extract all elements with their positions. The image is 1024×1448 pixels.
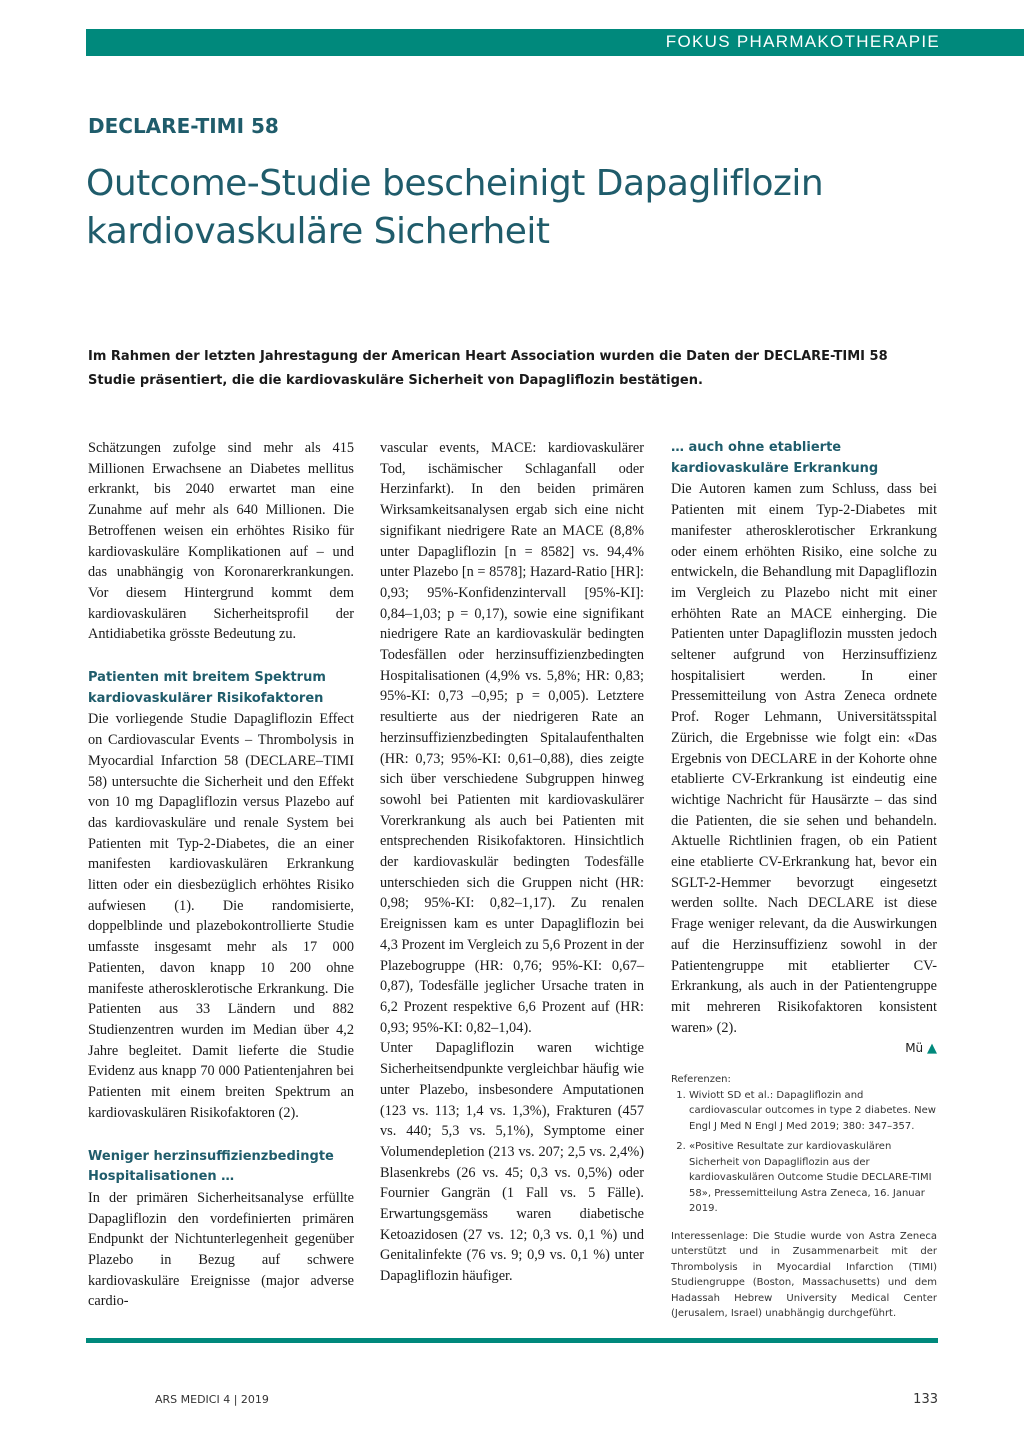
signature-row: [671, 1038, 937, 1060]
section-band: [86, 29, 1024, 56]
subheading: Patienten mit breitem Spektrum kardiovaskulärer Risikofaktoren: [88, 670, 326, 706]
paragraph: Die Autoren kamen zum Schluss, dass bei Patienten mit einem Typ-2-Diabetes mit manifester atherosklerotischer Erkrankung oder einem erhöhten Risiko, eine solche zu entwickeln, die Behandlung mit Dapagliflozin im Vergleich zu Plazebo nicht mit einer erhöhten Rate an MACE einherging. Die Patienten unter Dapagliflozin mussten jedoch seltener aufgrund von Herzinsuffizienz hospitalisiert werden. In einer Pressemitteilung von Astra Zeneca ordnete Prof. Roger Lehmann, Universitätsspital Zürich, die Ergebnisse wie folgt ein: «Das Ergebnis von DECLARE in der Kohorte ohne etablierte CV-Erkrankung ist eindeutig eine wichtige Nachricht für Hausärzte – das sind die Patienten, die sie sehen und behandeln. Aktuelle Richtlinien fragen, ob ein Patient eine etablierte CV-Erkrankung hat, bevor ein SGLT-2-Hemmer bevorzugt eingesetzt werden sollte. Nach DECLARE ist diese Frage weniger relevant, da die Auswirkungen auf die Herzinsuffizienz sowohl in der Patientengruppe mit etablierter CV-Erkrankung, als auch in der Patientengruppe mit mehreren Risikofaktoren konsistent waren» (2).: [671, 481, 937, 1036]
subheading: … auch ohne etablierte kardiovaskuläre Erkrankung: [671, 440, 879, 476]
subheading: Weniger herzinsuffizienzbedingte Hospitalisationen …: [88, 1148, 334, 1185]
page-number: 133: [913, 1392, 938, 1407]
reference-item: 2. «Positive Resultate zur kardiovaskulären Sicherheit von Dapagliflozin aus der kardiovaskulären Outcome Studie DECLARE-TIMI 58», Pressemitteilung Astra Zeneca, 16. Januar 2019.: [689, 1139, 937, 1217]
references-list: [671, 1088, 937, 1217]
paragraph: Die vorliegende Studie Dapagliflozin Effect on Cardiovascular Events – Thrombolysis in Myocardial Infarction 58 (DECLARE–TIMI 58) untersuchte die Sicherheit und den Effekt von 10 mg Dapagliflozin versus Plazebo auf das kardiovaskuläre und renale System bei Patienten mit Typ-2-Diabetes, die an einer manifesten kardiovaskulären Erkrankung litten oder ein diesbezüglich erhöhtes Risiko aufwiesen (1). Die randomisierte, doppelblinde und plazebokontrollierte Studie umfasste insgesamt mehr als 17 000 Patienten, davon knapp 10 200 ohne manifeste atherosklerotische Erkrankung. Die Patienten aus 33 Ländern und 882 Studienzentren wurden im Median über 4,2 Jahre begleitet. Damit lieferte die Studie Evidenz aus knapp 70 000 Patientenjahren bei Patienten mit einem breiten Spektrum an kardiovaskulären Risikofaktoren (2).: [88, 711, 354, 1121]
paragraph: Unter Dapagliflozin waren wichtige Sicherheitsendpunkte vergleichbar häufig wie unter Plazebo, insbesondere Amputationen (123 vs. 113; 1,4 vs. 1,3%), Frakturen (457 vs. 440; 5,3 vs. 5,1%), Symptome einer Volumendepletion (213 vs. 207; 2,5 vs. 2,4%) Blasenkrebs (26 vs. 45; 0,3 vs. 0,5%) oder Fournier Gangrän (1 Fall vs. 5 Fälle). Erwartungsgemäss waren diabetische Ketoazidosen (27 vs. 12; 0,3 vs. 0,1 %) und Genitalinfekte (76 vs. 9; 0,9 vs. 0,1 %) unter Dapagliflozin häufiger.: [380, 1040, 644, 1285]
references: [671, 1072, 937, 1217]
paragraph: Schätzungen zufolge sind mehr als 415 Millionen Erwachsene an Diabetes mellitus erkrankt, bis 2040 erwartet man eine Zunahme auf mehr als 640 Millionen. Die Betroffenen weisen ein erhöhtes Risiko für kardiovaskuläre Komplikationen auf – und das unabhängig von Koronarerkrankungen. Vor diesem Hintergrund kommt dem kardiovaskulären Sicherheitsprofil der Antidiabetika grösste Bedeutung zu.: [88, 440, 354, 643]
article-title: Outcome-Studie bescheinigt Dapagliflozin kardiovaskuläre Sicherheit: [86, 163, 824, 252]
bottom-rule: [86, 1338, 938, 1343]
paragraph: vascular events, MACE: kardiovaskulärer Tod, ischämischer Schlaganfall oder Herzinfarkt). In den beiden primären Wirksamkeitsanalysen ergab sich eine nicht signifikant niedrigere Rate an MACE (8,8% unter Dapagliflozin [n = 8582] vs. 94,4% unter Plazebo [n = 8578]; Hazard-Ratio [HR]: 0,93; 95%-Konfidenzintervall [95%-KI]: 0,84–1,03; p = 0,17), sowie eine signifikant niedrigere Rate an kardiovaskulär bedingten Todesfällen oder herzinsuffizienzbedingten Hospitalisationen (4,9% vs. 5,8%; HR: 0,83; 95%-KI: 0,73 –0,95; p = 0,005). Letztere resultierte aus der niedrigeren Rate an herzinsuffizienzbedingten Spitalaufenthalten (HR: 0,73; 95%-KI: 0,61–0,88), dies zeigte sich über verschiedene Subgruppen hinweg sowohl bei Patienten mit kardiovaskulärer Vorerkrankung als auch bei Patienten mit entsprechenden Risikofaktoren. Hinsichtlich der kardiovaskulär bedingten Todesfälle unterschieden sich die Gruppen nicht (HR: 0,98; 95%-KI: 0,82–1,17). Zu renalen Ereignissen kam es unter Dapagliflozin bei 4,3 Prozent im Vergleich zu 5,6 Prozent in der Plazebogruppe (HR: 0,76; 95%-KI: 0,67– 0,87), Todesfälle jeglicher Ursache traten in 6,2 Prozent respektive 6,6 Prozent auf (HR: 0,93; 95%-KI: 0,82–1,04).: [380, 440, 644, 1036]
journal-issue: ARS MEDICI 4 | 2019: [155, 1393, 269, 1406]
column-1: [88, 438, 354, 1312]
paragraph: In der primären Sicherheitsanalyse erfüllte Dapagliflozin den vordefinierten primären Endpunkt der Nichtunterlegenheit gegenüber Plazebo in Bezug auf schwere kardiovaskuläre Ereignisse (major adverse cardio-: [88, 1189, 354, 1310]
triangle-up-icon: ▲: [927, 1041, 937, 1057]
author-signature: Mü ▲: [905, 1041, 937, 1057]
section-label: FOKUS PHARMAKOTHERAPIE: [665, 32, 940, 51]
article-kicker: DECLARE-TIMI 58: [88, 114, 279, 138]
column-3: [671, 438, 937, 1322]
conflict-of-interest: Interessenlage: Die Studie wurde von Astra Zeneca unterstützt und in Zusammenarbeit mit der Thrombolysis in Myocardial Infarction (TIMI) Studiengruppe (Boston, Massachusetts) und dem Hadassah Hebrew University Medical Center (Jerusalem, Israel) unabhängig durchgeführt.: [671, 1230, 937, 1320]
article-lead: Im Rahmen der letzten Jahrestagung der American Heart Association wurden die Daten der DECLARE-TIMI 58 Studie präsentiert, die die kardiovaskuläre Sicherheit von Dapagliflozin bestätigen.: [88, 349, 888, 388]
references-heading: Referenzen:: [671, 1074, 731, 1086]
reference-item: 1. Wiviott SD et al.: Dapagliflozin and cardiovascular outcomes in type 2 diabetes. New Engl J Med N Engl J Med 2019; 380: 347–357.: [689, 1088, 937, 1135]
column-2: [380, 438, 644, 1287]
